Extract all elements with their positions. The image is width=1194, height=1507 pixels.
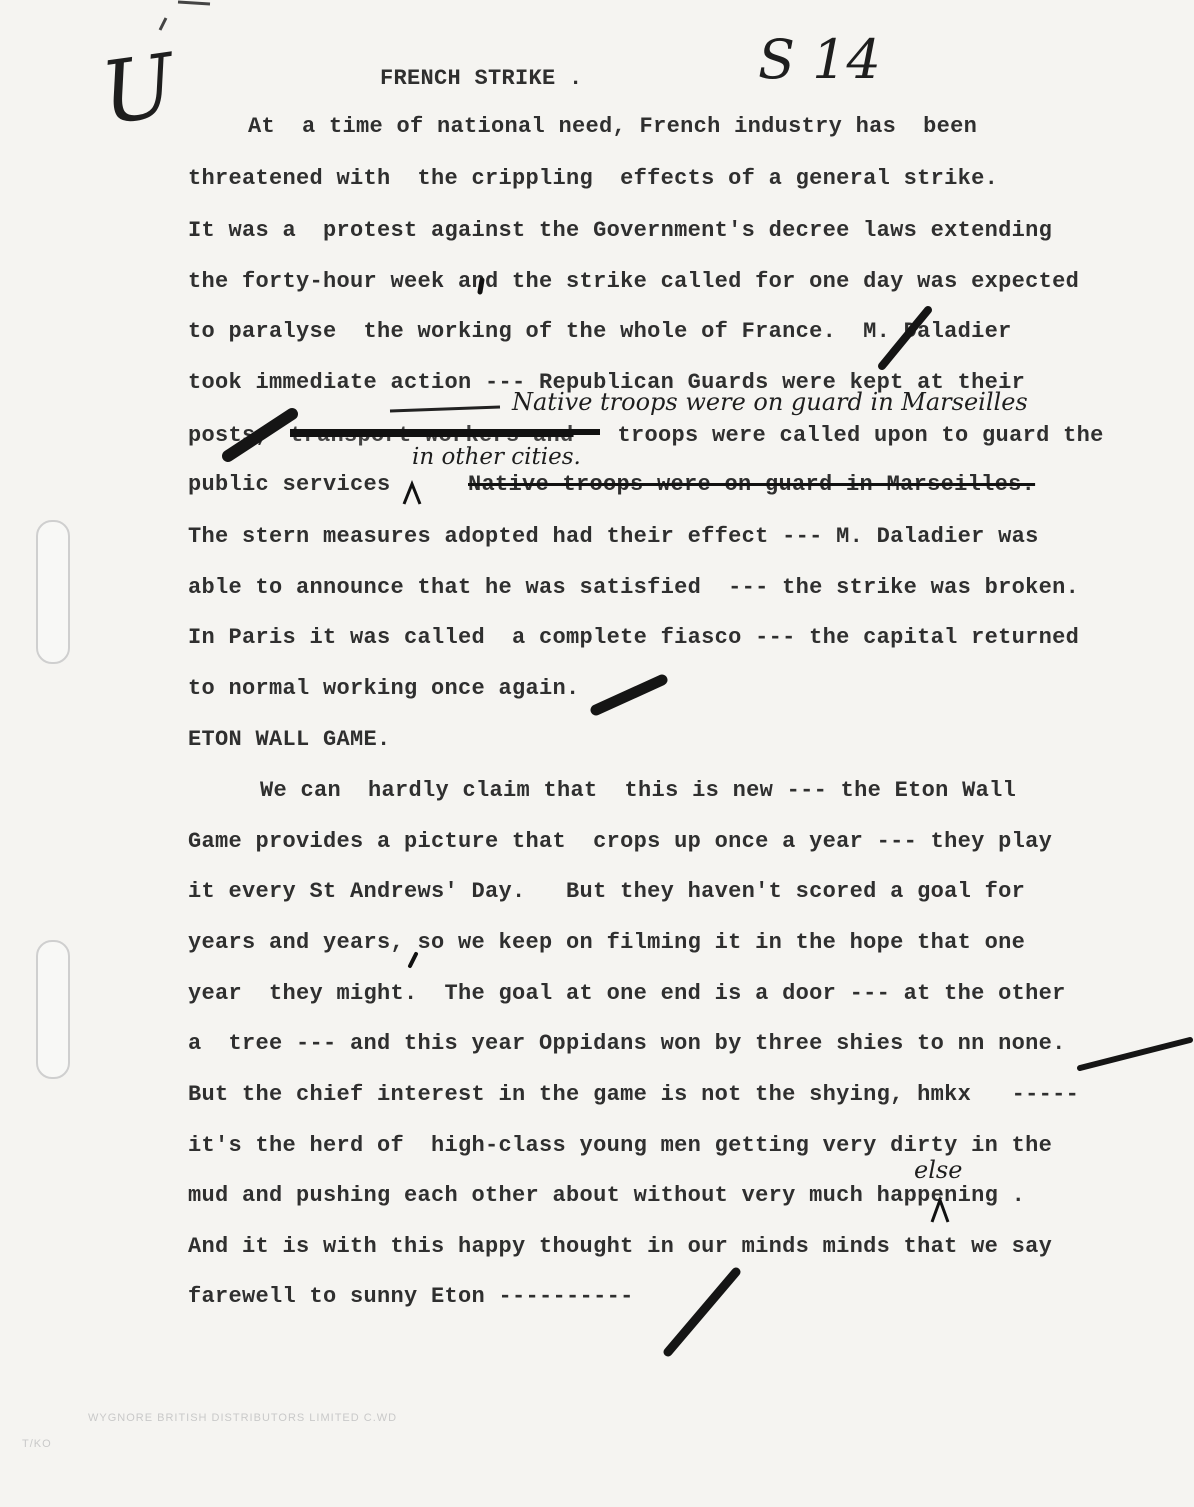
section-heading-french-strike: FRENCH STRIKE . [380,66,583,91]
paragraph-line: And it is with this happy thought in our minds minds that we say [188,1234,1053,1259]
pen-slash [596,680,662,710]
paragraph-line: threatened with the crippling effects of a general strike. [188,166,999,191]
pen-mark [410,954,416,966]
paragraph-line: year they might. The goal at one end is a door --- at the other [188,981,1066,1006]
paragraph-line: to normal working once again. [188,676,580,701]
paragraph-line: The stern measures adopted had their effect --- M. Daladier was [188,524,1039,549]
paragraph-line: years and years, so we keep on filming it in the hope that one [188,930,1026,955]
struck-sentence: Native troops were on guard in Marseilles. [468,472,1036,497]
handwritten-insert-native-troops: Native troops were on guard in Marseilles [512,388,1028,416]
corner-mark: U [95,35,182,145]
punch-hole-top [36,520,70,664]
paragraph-line: In Paris it was called a complete fiasco --- the capital returned [188,625,1080,650]
edge-smudge [178,2,210,4]
section-heading-eton-wall-game: ETON WALL GAME. [188,727,391,752]
paragraph-line: troops were called upon to guard the [604,423,1104,448]
page-reference: S 14 [758,28,881,91]
handwritten-insert-else: else [914,1156,963,1184]
handwritten-insert-other-cities: in other cities. [412,444,581,470]
paragraph-line: a tree --- and this year Oppidans won by three shies to nn none. [188,1031,1066,1056]
paragraph-line: took immediate action --- Republican Guards were kept at their [188,370,1026,395]
paragraph-line: to paralyse the working of the whole of France. M. Daladier [188,319,1012,344]
paragraph-line: the forty-hour week and the strike called for one day was expected [188,269,1080,294]
paragraph-line: it every St Andrews' Day. But they haven't scored a goal for [188,879,1026,904]
paragraph-line: public services [188,472,391,497]
pen-slash [1080,1040,1190,1068]
struck-text: transport workers and [290,423,574,448]
paragraph-line: posts, [188,423,270,448]
paragraph-line: farewell to sunny Eton ---------- [188,1284,634,1309]
paragraph-line: But the chief interest in the game is not the shying, hmkx ----- [188,1082,1080,1107]
insert-line [390,407,500,411]
punch-hole-bottom [36,940,70,1079]
footer-code: T/KO [22,1438,52,1450]
paragraph-line: mud and pushing each other about without very much happening . [188,1183,1026,1208]
pen-slash [668,1272,736,1352]
printer-mark: WYGNORE BRITISH DISTRIBUTORS LIMITED C.WD [88,1412,398,1424]
caret-mark [404,484,420,504]
paragraph-line: We can hardly claim that this is new --- the Eton Wall [260,778,1017,803]
paragraph-line: able to announce that he was satisfied --- the strike was broken. [188,575,1080,600]
paragraph-line: It was a protest against the Government's decree laws extending [188,218,1053,243]
paragraph-line: Game provides a picture that crops up once a year --- they play [188,829,1053,854]
paragraph-line: At a time of national need, French industry has been [248,114,978,139]
edge-smudge [160,18,166,30]
paragraph-line: it's the herd of high-class young men getting very dirty in the [188,1133,1053,1158]
